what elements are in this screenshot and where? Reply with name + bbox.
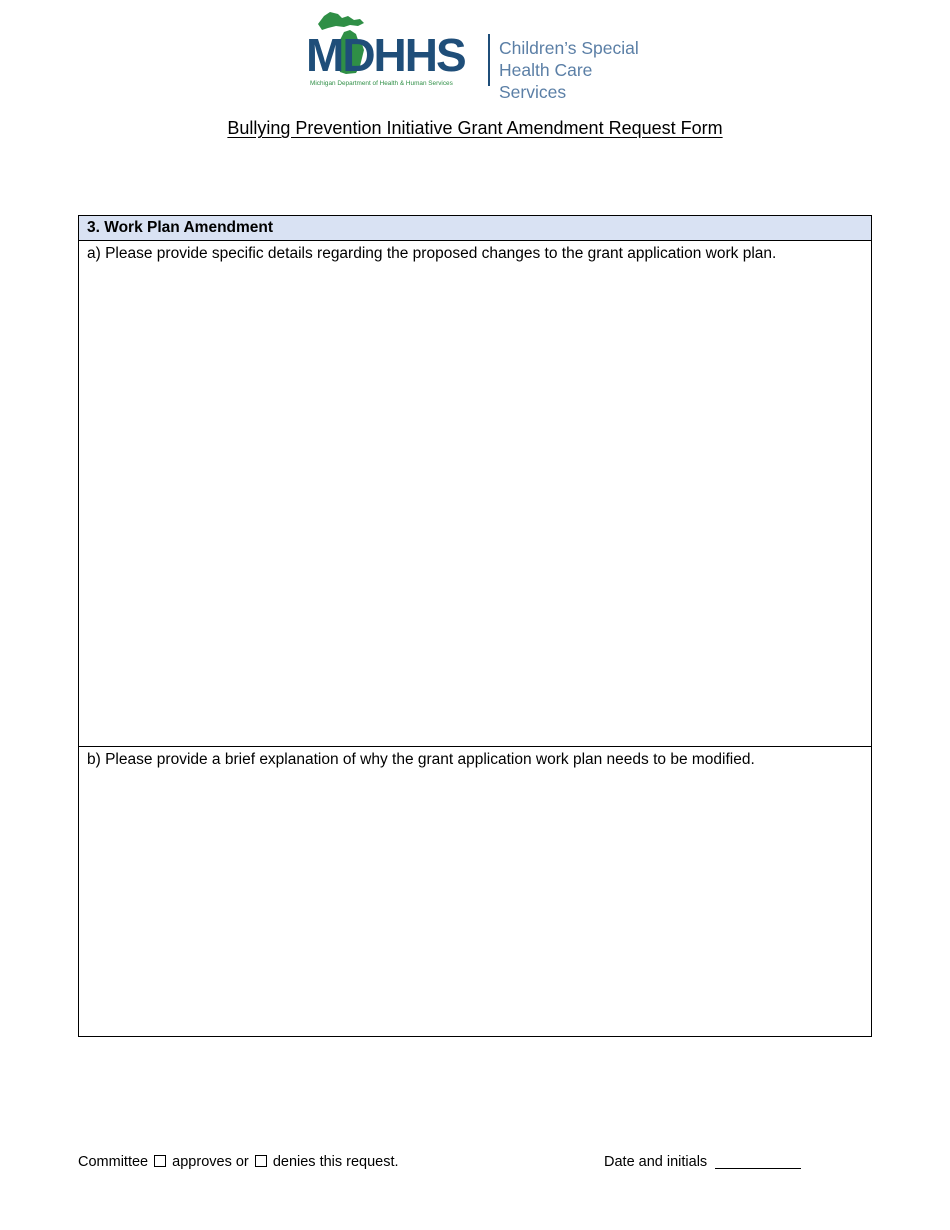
committee-decision [78,1152,399,1172]
committee-label: Committee [78,1154,149,1170]
date-initials-label: Date and initials [604,1154,708,1170]
question-b-cell [79,747,871,1036]
denies-label: denies this request. [272,1154,399,1170]
date-initials [604,1152,801,1172]
question-a-cell [79,241,871,747]
logo-divider [488,34,490,86]
date-initials-field[interactable] [715,1154,801,1169]
question-b-answer-field[interactable] [87,775,863,1030]
question-a-prompt: a) Please provide specific details regarding the proposed changes to the grant application work plan. [87,245,777,262]
logo-department-name: Michigan Department of Health & Human Services [310,80,453,87]
question-b-prompt: b) Please provide a brief explanation of why the grant application work plan needs to be modified. [87,751,755,768]
work-plan-table [78,215,872,1037]
section-header: 3. Work Plan Amendment [79,216,871,241]
logo-mark [306,10,486,90]
program-name [499,37,646,103]
mdhhs-logo [306,10,646,102]
form-title: Bullying Prevention Initiative Grant Amendment Request Form [227,118,723,138]
program-name-line-2: Health Care Services [499,60,593,102]
logo-wordmark: MDHHS [306,29,465,81]
approves-label: approves or [172,1154,249,1170]
deny-checkbox[interactable] [255,1155,267,1167]
question-a-answer-field[interactable] [87,269,863,740]
approve-checkbox[interactable] [154,1155,166,1167]
program-name-line-1: Children’s Special [499,38,639,58]
